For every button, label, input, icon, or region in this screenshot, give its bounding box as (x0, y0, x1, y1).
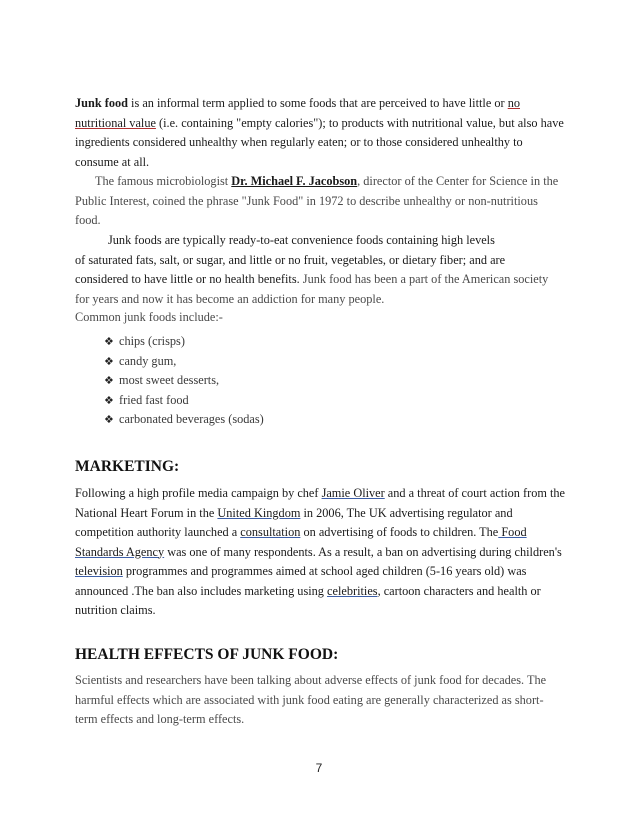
marketing-heading: MARKETING: (75, 458, 180, 475)
intro-paragraph (75, 94, 565, 172)
list-item (104, 391, 264, 411)
text-run: considered to have little or no health benefits. (75, 272, 300, 286)
list-item-text: carbonated beverages (sodas) (119, 412, 264, 426)
convenience-paragraph (75, 231, 565, 309)
text-run: , director of the Center for Science in the Public Interest, coined the phrase "Junk Food" in 1972 to describe unhealthy or non-nutritious food. (75, 174, 559, 227)
list-item (104, 410, 264, 430)
text-run: The famous microbiologist (95, 174, 232, 188)
text-run: on advertising of foods to children. The (300, 525, 499, 539)
page-number: 7 (315, 761, 323, 775)
text-run: and a threat of court action from the National Heart Forum in the (75, 486, 566, 520)
person-jacobson: Dr. Michael F. Jacobson (231, 174, 358, 188)
list-item (104, 332, 264, 352)
link-consultation[interactable]: consultation (240, 525, 301, 539)
jacobson-paragraph (75, 172, 565, 231)
diamond-bullet-icon: ❖ (104, 335, 114, 348)
list-item (104, 352, 264, 372)
text-run: , cartoon characters and health or nutrition claims. (75, 583, 541, 617)
diamond-bullet-icon: ❖ (104, 354, 114, 368)
paragraph-line: for years and now it has become an addiction for many people. (75, 291, 385, 306)
text-run: (i.e. containing "empty calories"); to products with nutritional value, but also have ingredients considered unhealthy when regularly eaten; or to those considered unhealthy to consume at all. (75, 115, 564, 169)
list-item-text: candy gum, (119, 353, 177, 368)
health-effects-heading: HEALTH EFFECTS OF JUNK FOOD: (75, 646, 339, 663)
link-no-nutritional-value[interactable]: no nutritional value (75, 96, 520, 130)
common-foods-label: Common junk foods include:- (75, 310, 223, 324)
text-run: Junk food has been a part of the American society (299, 272, 549, 286)
link-television[interactable]: television (75, 564, 123, 578)
link-united-kingdom[interactable]: United Kingdom (217, 505, 301, 520)
list-item-text: most sweet desserts, (119, 373, 220, 387)
link-food-standards-agency[interactable]: Food Standards Agency (75, 525, 527, 559)
text-run: programmes and programmes aimed at school aged children (5-16 years old) was announced .The ban also includes marketing using (75, 564, 527, 598)
diamond-bullet-icon: ❖ (104, 413, 114, 426)
marketing-paragraph (75, 484, 565, 621)
link-jamie-oliver[interactable]: Jamie Oliver (321, 486, 385, 500)
text-run: Following a high profile media campaign by chef (75, 486, 322, 500)
list-item-text: chips (crisps) (119, 334, 185, 348)
diamond-bullet-icon: ❖ (104, 393, 114, 407)
paragraph-line (75, 270, 565, 290)
list-item (104, 371, 264, 391)
diamond-bullet-icon: ❖ (104, 374, 114, 387)
link-celebrities[interactable]: celebrities (327, 583, 378, 598)
health-effects-paragraph: Scientists and researchers have been talking about adverse effects of junk food for decades. The harmful effects which are associated with junk food eating are generally characterized as short-term effects and long-term effects. (75, 673, 547, 726)
text-run: was one of many respondents. As a result, a ban on advertising during children's (164, 544, 562, 559)
junk-food-list (104, 332, 264, 430)
paragraph-line: Junk foods are typically ready-to-eat convenience foods containing high levels (108, 233, 495, 247)
list-item-text: fried fast food (119, 392, 189, 407)
paragraph-line: of saturated fats, salt, or sugar, and little or no fruit, vegetables, or dietary fiber; and are (75, 252, 506, 267)
text-run: is an informal term applied to some foods that are perceived to have little or (127, 96, 508, 110)
term-junk-food: Junk food (75, 96, 128, 110)
text-run: in 2006, The UK advertising regulator and competition authority launched a (75, 505, 513, 539)
